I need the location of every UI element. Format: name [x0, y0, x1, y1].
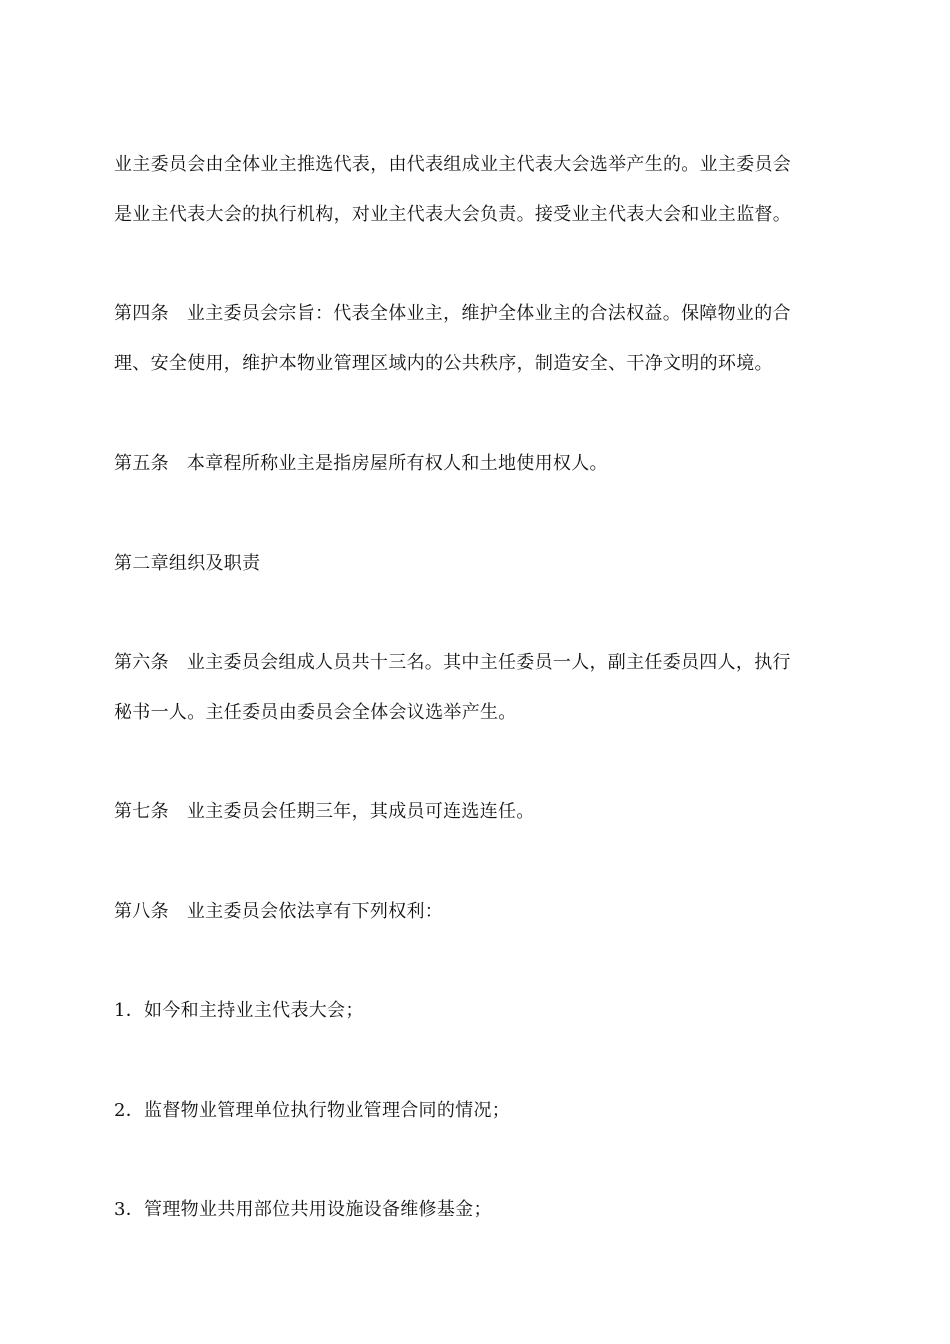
article-text: 业主委员会宗旨：代表全体业主，维护全体业主的合法权益。保障物业的合 — [186, 303, 791, 324]
paragraph-text: 业主委员会由全体业主推选代表，由代表组成业主代表大会选举产生的。业主委员会 — [114, 154, 792, 175]
list-item — [114, 998, 854, 1024]
article-label: 第五条 — [114, 453, 169, 474]
list-item — [114, 1197, 854, 1223]
article-8-line — [114, 899, 854, 925]
article-6-line-1 — [114, 650, 854, 676]
article-7-line — [114, 799, 854, 825]
paragraph-line — [114, 152, 854, 178]
article-text: 业主委员会依法享有下列权利： — [186, 901, 444, 922]
article-4-line-2 — [114, 351, 854, 377]
chapter-heading — [114, 551, 854, 577]
article-4-line-1 — [114, 301, 854, 327]
list-item-text: 1．如今和主持业主代表大会； — [114, 1000, 364, 1021]
article-text: 业主委员会组成人员共十三名。其中主任委员一人，副主任委员四人，执行 — [186, 652, 791, 673]
list-item-text: 2．监督物业管理单位执行物业管理合同的情况； — [114, 1100, 511, 1121]
list-item — [114, 1098, 854, 1124]
list-item-text: 3．管理物业共用部位共用设施设备维修基金； — [114, 1199, 492, 1220]
article-text: 本章程所称业主是指房屋所有权人和土地使用权人。 — [186, 453, 608, 474]
chapter-heading-text: 第二章组织及职责 — [114, 553, 261, 574]
article-label: 第八条 — [114, 901, 169, 922]
article-text: 秘书一人。主任委员由委员会全体会议选举产生。 — [114, 702, 517, 723]
article-label: 第七条 — [114, 801, 169, 822]
article-5-line — [114, 451, 854, 477]
paragraph-text: 是业主代表大会的执行机构，对业主代表大会负责。接受业主代表大会和业主监督。 — [114, 204, 792, 225]
article-text: 业主委员会任期三年，其成员可连选连任。 — [186, 801, 535, 822]
article-6-line-2 — [114, 700, 854, 726]
article-text: 理、安全使用，维护本物业管理区域内的公共秩序，制造安全、干净文明的环境。 — [114, 353, 773, 374]
article-label: 第四条 — [114, 303, 169, 324]
article-label: 第六条 — [114, 652, 169, 673]
paragraph-line — [114, 202, 854, 228]
